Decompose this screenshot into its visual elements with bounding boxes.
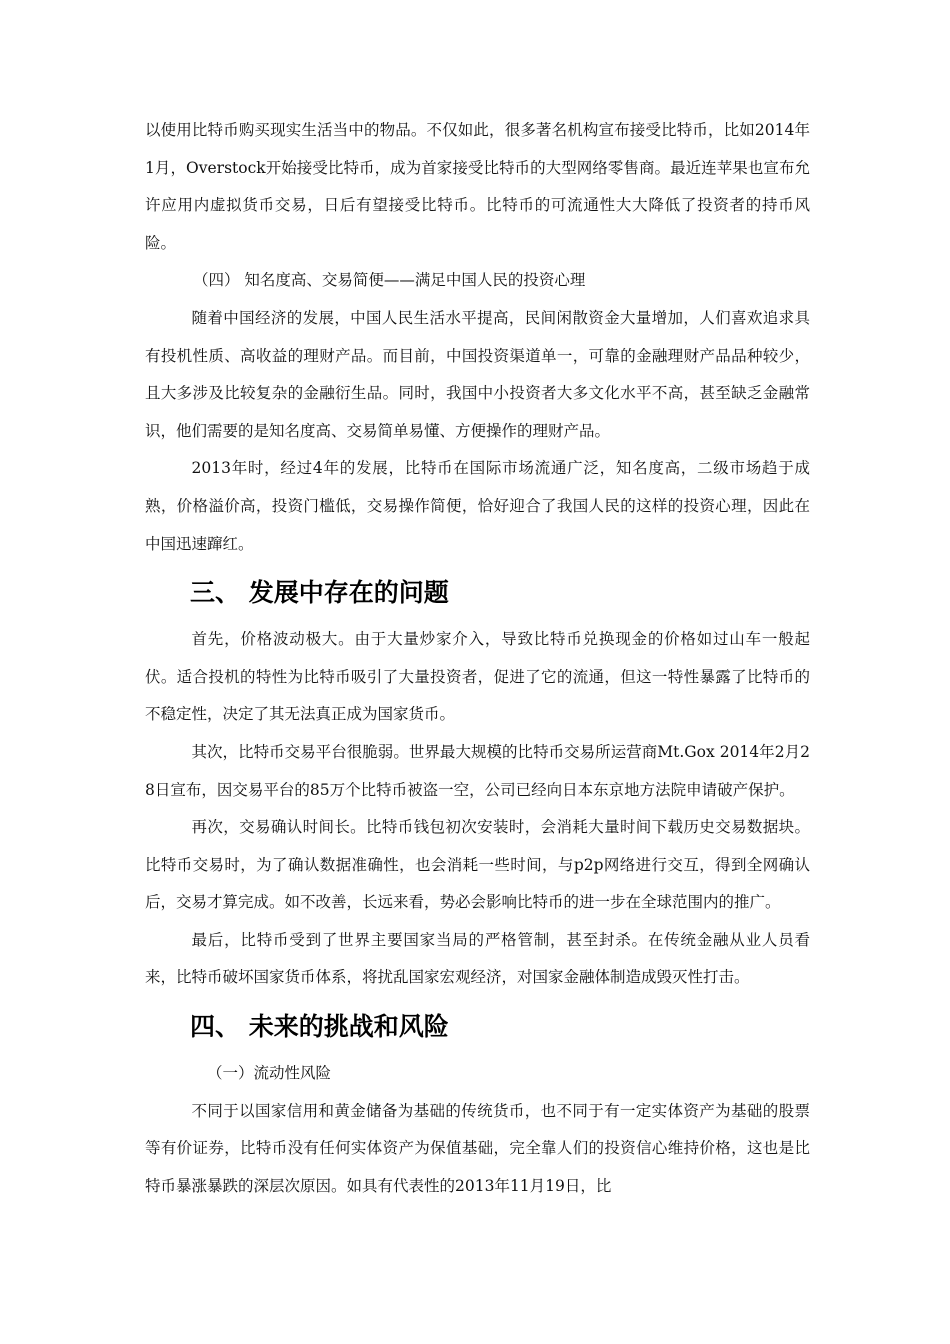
paragraph-price-volatility: 首先，价格波动极大。由于大量炒家介入，导致比特币兑换现金的价格如过山车一般起伏。适合投机的特性为比特币吸引了大量投资者，促进了它的流通，但这一特性暴露了比特币的不稳定性，决定了其无法真正成为国家货币。: [145, 630, 810, 724]
document-body: [145, 112, 810, 1205]
subheading-popularity: （四） 知名度高、交易简便——满足中国人民的投资心理: [193, 271, 586, 290]
paragraph-liquidity: 不同于以国家信用和黄金储备为基础的传统货币，也不同于有一定实体资产为基础的股票等有价证券，比特币没有任何实体资产为保值基础，完全靠人们的投资信心维持价格，这也是比特币暴涨暴跌的深层次原因。如具有代表性的2013年11月19日，比: [145, 1101, 810, 1195]
paragraph-china-economy: 随着中国经济的发展，中国人民生活水平提高，民间闲散资金大量增加，人们喜欢追求具有投机性质、高收益的理财产品。而目前，中国投资渠道单一，可靠的金融理财产品品种较少，且大多涉及比较复杂的金融衍生品。同时，我国中小投资者大多文化水平不高，甚至缺乏金融常识，他们需要的是知名度高、交易简单易懂、方便操作的理财产品。: [145, 308, 810, 440]
paragraph-confirmation-time: 再次，交易确认时间长。比特币钱包初次安装时，会消耗大量时间下载历史交易数据块。比特币交易时，为了确认数据准确性，也会消耗一些时间，与p2p网络进行交互，得到全网确认后，交易才算完成。如不改善，长远来看，势必会影响比特币的进一步在全球范围内的推广。: [145, 818, 810, 912]
paragraph-regulation: 最后，比特币受到了世界主要国家当局的严格管制，甚至封杀。在传统金融从业人员看来，比特币破坏国家货币体系，将扰乱国家宏观经济，对国家金融体制造成毁灭性打击。: [145, 930, 810, 987]
paragraph-2013-popularity: 2013年时，经过4年的发展，比特币在国际市场流通广泛，知名度高，二级市场趋于成熟，价格溢价高，投资门槛低，交易操作简便，恰好迎合了我国人民的这样的投资心理，因此在中国迅速蹿红。: [145, 459, 810, 553]
subheading-liquidity-risk: （一）流动性风险: [207, 1064, 332, 1083]
paragraph-platform-fragility: 其次，比特币交易平台很脆弱。世界最大规模的比特币交易所运营商Mt.Gox 2014年2月28日宣布，因交易平台的85万个比特币被盗一空，公司已经向日本东京地方法院申请破产保护。: [145, 742, 810, 799]
paragraph-retail-acceptance: 以使用比特币购买现实生活当中的物品。不仅如此，很多著名机构宣布接受比特币，比如2014年1月，Overstock开始接受比特币，成为首家接受比特币的大型网络零售商。最近连苹果也宣布允许应用内虚拟货币交易，日后有望接受比特币。比特币的可流通性大大降低了投资者的持币风险。: [145, 121, 810, 252]
section-heading-problems: 三、 发展中存在的问题: [190, 578, 449, 608]
section-heading-risks: 四、 未来的挑战和风险: [190, 1012, 449, 1042]
